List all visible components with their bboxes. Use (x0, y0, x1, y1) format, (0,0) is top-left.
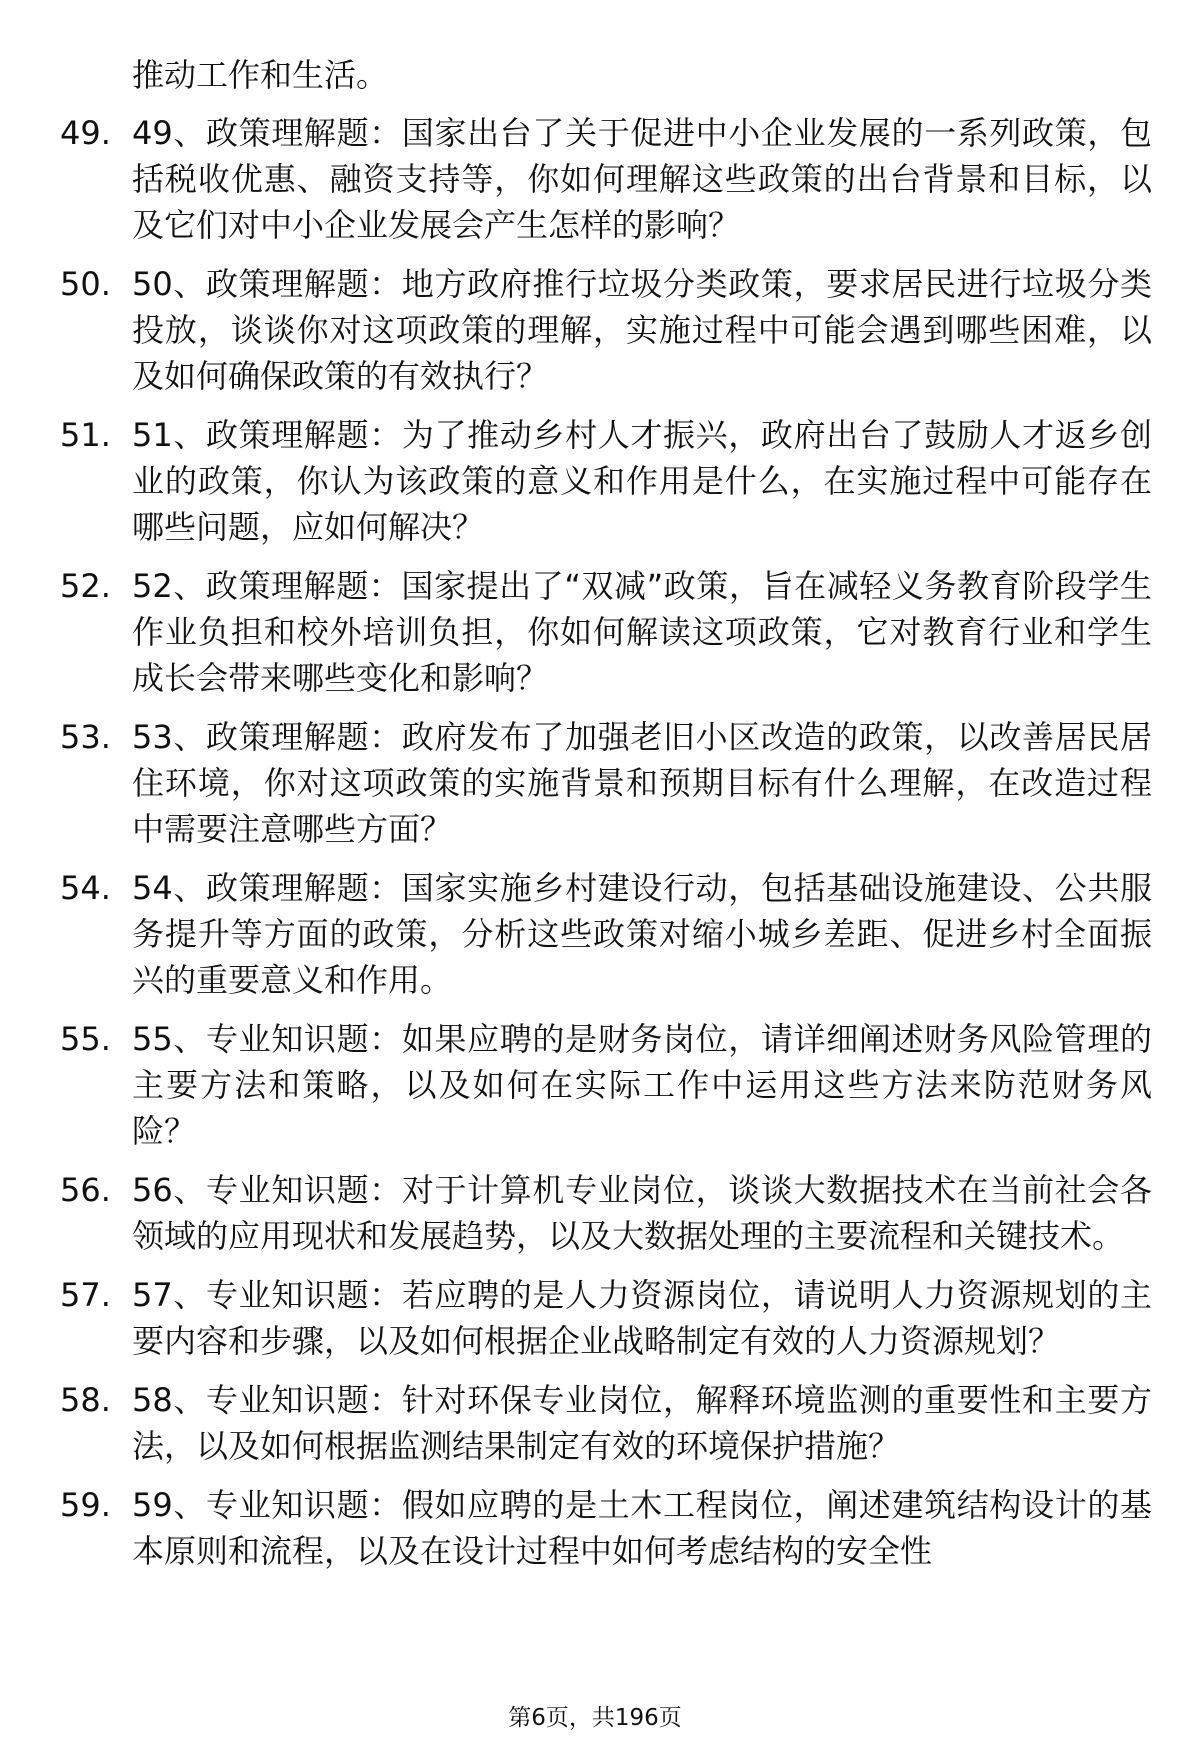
question-item (0, 1167, 1190, 1259)
question-text: 59、专业知识题：假如应聘的是土木工程岗位，阐述建筑结构设计的基本原则和流程，以及在设计过程中如何考虑结构的安全性 (132, 1486, 1152, 1570)
question-number: 54. (60, 869, 111, 907)
question-text: 49、政策理解题：国家出台了关于促进中小企业发展的一系列政策，包括税收优惠、融资支持等，你如何理解这些政策的出台背景和目标，以及它们对中小企业发展会产生怎样的影响？ (132, 114, 1152, 244)
question-text: 52、政策理解题：国家提出了“双减”政策，旨在减轻义务教育阶段学生作业负担和校外培训负担，你如何解读这项政策，它对教育行业和学生成长会带来哪些变化和影响？ (132, 567, 1152, 697)
question-number: 52. (60, 567, 111, 605)
question-item (0, 110, 1190, 248)
question-item (0, 1482, 1190, 1574)
question-number: 57. (60, 1276, 111, 1314)
question-number: 56. (60, 1171, 111, 1209)
question-text: 53、政策理解题：政府发布了加强老旧小区改造的政策，以改善居民居住环境，你对这项政策的实施背景和预期目标有什么理解，在改造过程中需要注意哪些方面？ (132, 718, 1152, 848)
question-item (0, 865, 1190, 1003)
question-text: 55、专业知识题：如果应聘的是财务岗位，请详细阐述财务风险管理的主要方法和策略，以及如何在实际工作中运用这些方法来防范财务风险？ (132, 1020, 1152, 1150)
question-number: 49. (60, 114, 111, 152)
question-item (0, 1272, 1190, 1364)
question-text: 54、政策理解题：国家实施乡村建设行动，包括基础设施建设、公共服务提升等方面的政策，分析这些政策对缩小城乡差距、促进乡村全面振兴的重要意义和作用。 (132, 869, 1152, 999)
question-number: 50. (60, 265, 111, 303)
question-text: 58、专业知识题：针对环保专业岗位，解释环境监测的重要性和主要方法，以及如何根据监测结果制定有效的环境保护措施？ (132, 1381, 1152, 1465)
question-item (0, 1016, 1190, 1154)
question-item (0, 1377, 1190, 1469)
question-number: 51. (60, 416, 111, 454)
question-number: 59. (60, 1486, 111, 1524)
question-number: 55. (60, 1020, 111, 1058)
question-text: 57、专业知识题：若应聘的是人力资源岗位，请说明人力资源规划的主要内容和步骤，以及如何根据企业战略制定有效的人力资源规划？ (132, 1276, 1152, 1360)
page-footer: 第6页，共196页 (508, 1705, 682, 1731)
question-item (0, 412, 1190, 550)
question-text: 50、政策理解题：地方政府推行垃圾分类政策，要求居民进行垃圾分类投放，谈谈你对这项政策的理解，实施过程中可能会遇到哪些困难，以及如何确保政策的有效执行？ (132, 265, 1152, 395)
continuation-paragraph: 推动工作和生活。 (132, 56, 389, 94)
question-item (0, 261, 1190, 399)
question-number: 53. (60, 718, 111, 756)
question-list (0, 110, 1190, 1587)
question-item (0, 714, 1190, 852)
question-text: 56、专业知识题：对于计算机专业岗位，谈谈大数据技术在当前社会各领域的应用现状和发展趋势，以及大数据处理的主要流程和关键技术。 (132, 1171, 1152, 1255)
question-number: 58. (60, 1381, 111, 1419)
question-item (0, 563, 1190, 701)
question-text: 51、政策理解题：为了推动乡村人才振兴，政府出台了鼓励人才返乡创业的政策，你认为该政策的意义和作用是什么，在实施过程中可能存在哪些问题，应如何解决？ (132, 416, 1152, 546)
